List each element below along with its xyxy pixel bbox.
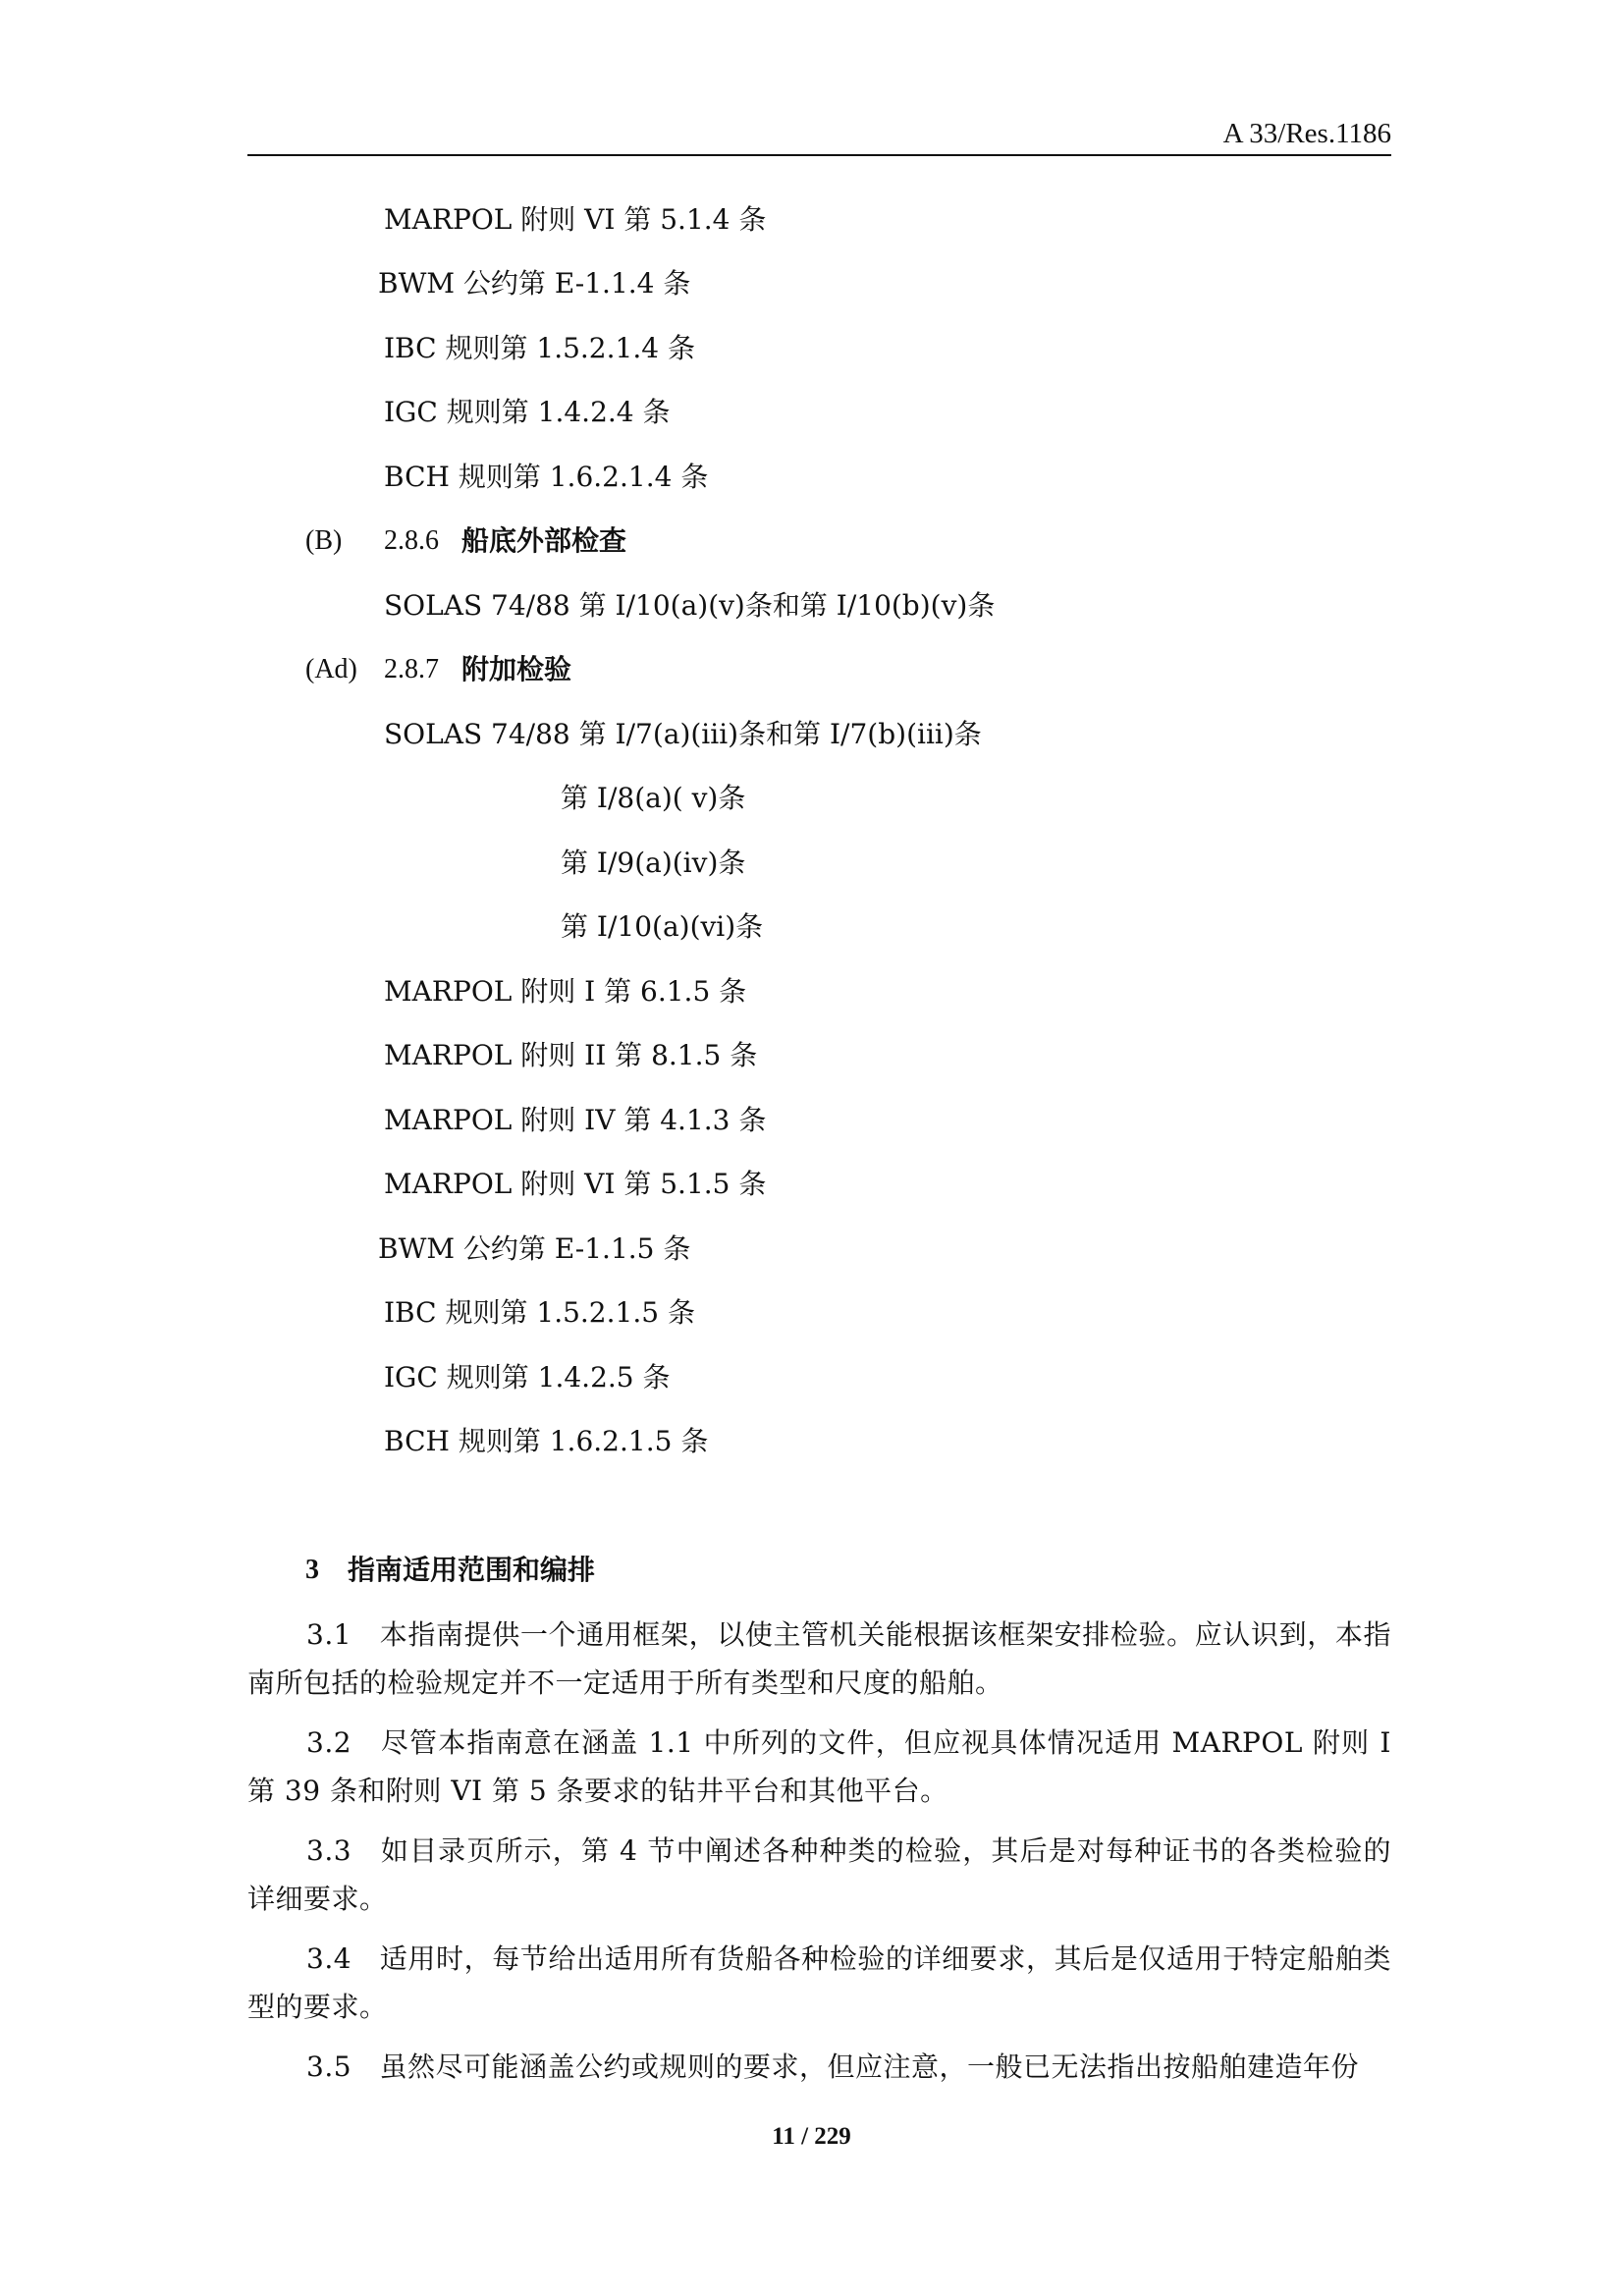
ref-line: MARPOL 附则 VI 第 5.1.4 条 <box>384 203 767 236</box>
ref-line: MARPOL 附则 IV 第 4.1.3 条 <box>384 1104 767 1136</box>
paragraph-3-2: 3.2 尽管本指南意在涵盖 1.1 中所列的文件，但应视具体情况适用 MARPOL 附则 I 第 39 条和附则 VI 第 5 条要求的钻井平台和其他平台。 <box>247 1726 1391 1807</box>
ref-line: 第 I/10(a)(vi)条 <box>561 910 764 943</box>
document-reference: A 33/Res.1186 <box>1222 118 1391 149</box>
ref-line: IBC 规则第 1.5.2.1.5 条 <box>384 1296 695 1329</box>
paragraph-3-3: 3.3 如目录页所示，第 4 节中阐述各种种类的检验，其后是对每种证书的各类检验的详细要求。 <box>247 1834 1391 1915</box>
page-number: 11 / 229 <box>772 2123 851 2150</box>
ref-line: IGC 规则第 1.4.2.5 条 <box>384 1361 671 1394</box>
section-number: 3 <box>305 1555 319 1585</box>
ref-line: SOLAS 74/88 第 I/10(a)(v)条和第 I/10(b)(v)条 <box>384 589 996 622</box>
item-b-number: 2.8.6 <box>384 525 439 556</box>
item-ad-mark: (Ad) <box>305 654 357 684</box>
ref-line: BCH 规则第 1.6.2.1.4 条 <box>384 461 709 493</box>
ref-line: MARPOL 附则 VI 第 5.1.5 条 <box>384 1168 767 1200</box>
item-b-title: 船底外部检查 <box>461 524 627 557</box>
ref-line: 第 I/9(a)(iv)条 <box>561 847 746 879</box>
ref-line: BWM 公约第 E-1.1.5 条 <box>378 1232 691 1265</box>
ref-line: IGC 规则第 1.4.2.4 条 <box>384 396 671 428</box>
ref-line: MARPOL 附则 I 第 6.1.5 条 <box>384 975 747 1008</box>
paragraph-3-4: 3.4 适用时，每节给出适用所有货船各种检验的详细要求，其后是仅适用于特定船舶类型的要求。 <box>247 1942 1391 2023</box>
ref-line: BWM 公约第 E-1.1.4 条 <box>378 267 691 300</box>
item-ad-title: 附加检验 <box>461 653 572 685</box>
ref-line: SOLAS 74/88 第 I/7(a)(iii)条和第 I/7(b)(iii)条 <box>384 718 982 750</box>
ref-line: IBC 规则第 1.5.2.1.4 条 <box>384 332 695 364</box>
header-rule <box>247 154 1391 156</box>
paragraph-3-5: 3.5 虽然尽可能涵盖公约或规则的要求，但应注意，一般已无法指出按船舶建造年份 <box>306 2050 1360 2083</box>
ref-line: BCH 规则第 1.6.2.1.5 条 <box>384 1425 709 1457</box>
item-ad-number: 2.8.7 <box>384 654 439 684</box>
section-title: 指南适用范围和编排 <box>348 1554 596 1586</box>
ref-line: MARPOL 附则 II 第 8.1.5 条 <box>384 1039 758 1071</box>
ref-line: 第 I/8(a)( v)条 <box>561 782 746 814</box>
item-b-mark: (B) <box>305 525 343 556</box>
paragraph-3-1: 3.1 本指南提供一个通用框架，以使主管机关能根据该框架安排检验。应认识到，本指南所包括的检验规定并不一定适用于所有类型和尺度的船舶。 <box>247 1618 1391 1699</box>
